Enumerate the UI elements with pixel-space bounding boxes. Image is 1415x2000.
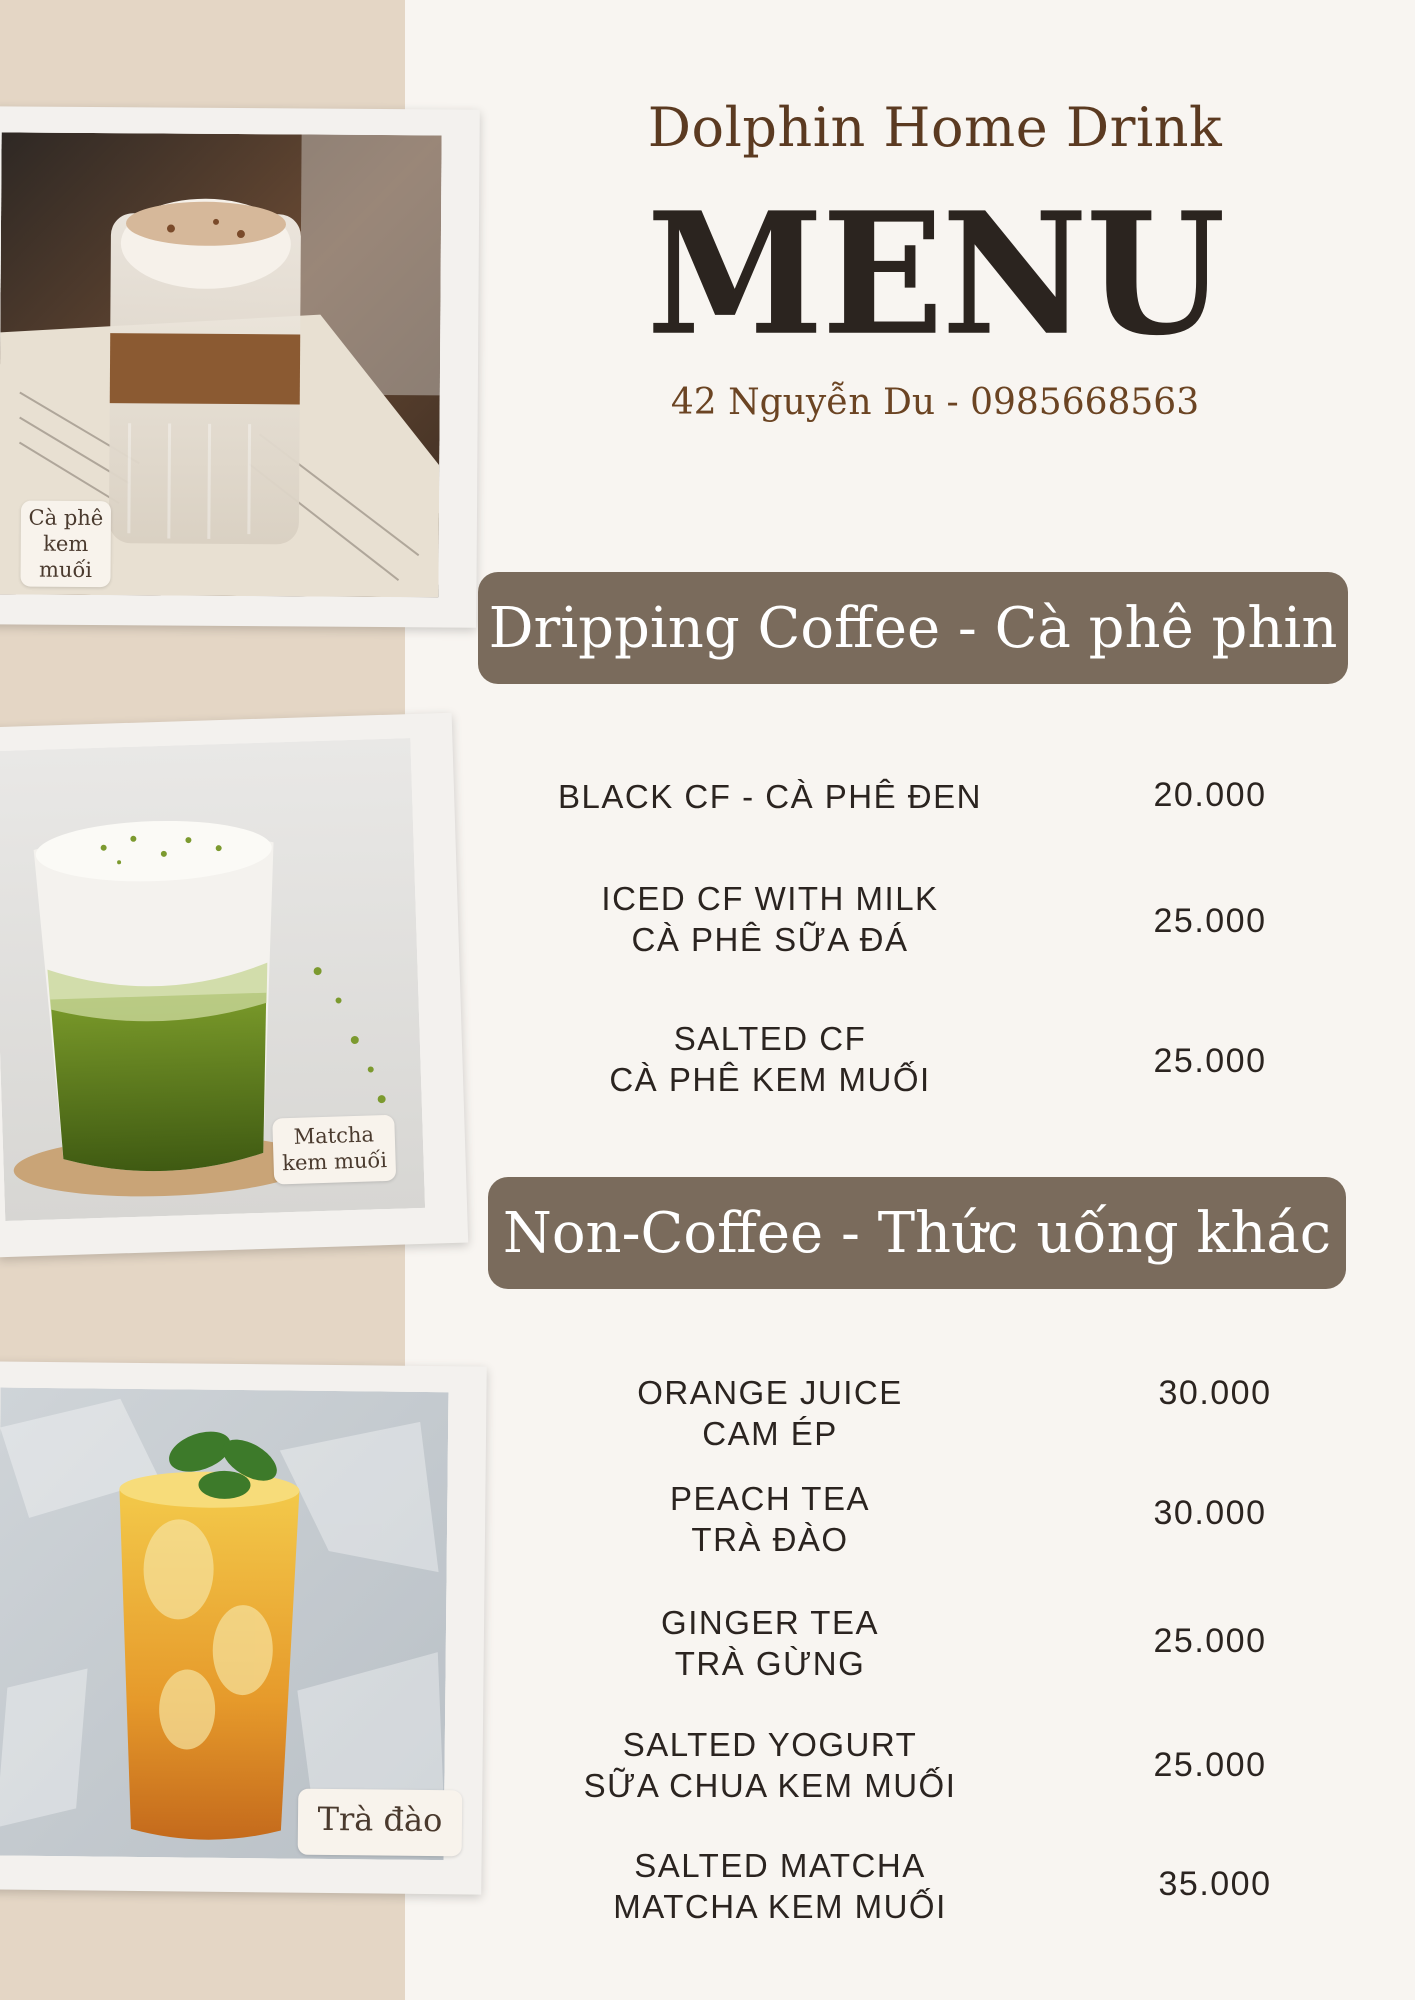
shop-name: Dolphin Home Drink (647, 96, 1223, 159)
item-price: 30.000 (1158, 1374, 1272, 1412)
item-name-line: CÀ PHÊ SỮA ĐÁ (631, 921, 909, 958)
item-name-line: MATCHA KEM MUỐI (613, 1888, 947, 1925)
item-price: 25.000 (1153, 1622, 1267, 1660)
section-header-non-coffee (488, 1177, 1346, 1289)
photo-label-line: Matcha (293, 1122, 375, 1149)
menu-item (490, 1724, 1310, 1814)
item-name (490, 1018, 1050, 1100)
photo-label-line: kem (43, 531, 89, 556)
item-name-line: SALTED YOGURT (622, 1726, 918, 1763)
menu-item (490, 1602, 1310, 1692)
item-price: 20.000 (1153, 776, 1267, 814)
item-price: 25.000 (1153, 902, 1267, 940)
item-name (490, 776, 1050, 817)
item-price: 25.000 (1153, 1042, 1267, 1080)
photo-card-salted-coffee (0, 106, 480, 627)
address-phone: 42 Nguyễn Du - 0985668563 (670, 382, 1200, 423)
item-name-line: ICED CF WITH MILK (601, 880, 939, 917)
photo-label-line: muối (38, 557, 93, 583)
photo-label-salted-coffee (20, 501, 111, 588)
item-name-line: CAM ÉP (702, 1415, 838, 1452)
menu-item (490, 1845, 1310, 1935)
section-header-coffee (478, 572, 1348, 684)
item-name (490, 1478, 1050, 1560)
item-name-line: SALTED MATCHA (634, 1847, 926, 1884)
photo-label-peach-tea (298, 1789, 463, 1857)
item-name-line: SALTED CF (673, 1020, 867, 1057)
item-name-line: TRÀ ĐÀO (691, 1521, 849, 1558)
photo-card-peach-tea (0, 1361, 487, 1894)
item-name (490, 1372, 1050, 1454)
photo-label-line: kem muối (281, 1148, 388, 1176)
item-name-line: ORANGE JUICE (637, 1374, 903, 1411)
menu-item (490, 878, 1310, 968)
item-name-line: BLACK CF - CÀ PHÊ ĐEN (558, 778, 982, 815)
menu-item (490, 1372, 1310, 1462)
item-name (490, 1602, 1050, 1684)
photo-label-line: Trà đào (317, 1799, 443, 1840)
item-name-line: CÀ PHÊ KEM MUỐI (609, 1061, 931, 1098)
item-price: 30.000 (1153, 1494, 1267, 1532)
menu-title: MENU (646, 175, 1224, 373)
photo-label-matcha (272, 1115, 396, 1185)
menu-item (490, 1018, 1310, 1108)
item-price: 25.000 (1153, 1746, 1267, 1784)
section-title: Non-Coffee - Thức uống khác (502, 1200, 1332, 1266)
photo-label-line: Cà phê (28, 505, 104, 531)
item-name-line: TRÀ GỪNG (674, 1645, 866, 1682)
item-name-line: PEACH TEA (670, 1480, 870, 1517)
section-title: Dripping Coffee - Cà phê phin (488, 595, 1338, 661)
item-name (500, 1845, 1060, 1927)
item-name (490, 1724, 1050, 1806)
menu-item (490, 772, 1310, 822)
item-name-line: GINGER TEA (661, 1604, 879, 1641)
menu-item (490, 1478, 1310, 1568)
item-name-line: SỮA CHUA KEM MUỐI (583, 1767, 957, 1804)
item-price: 35.000 (1158, 1865, 1272, 1903)
photo-card-matcha (0, 713, 468, 1258)
item-name (490, 878, 1050, 960)
